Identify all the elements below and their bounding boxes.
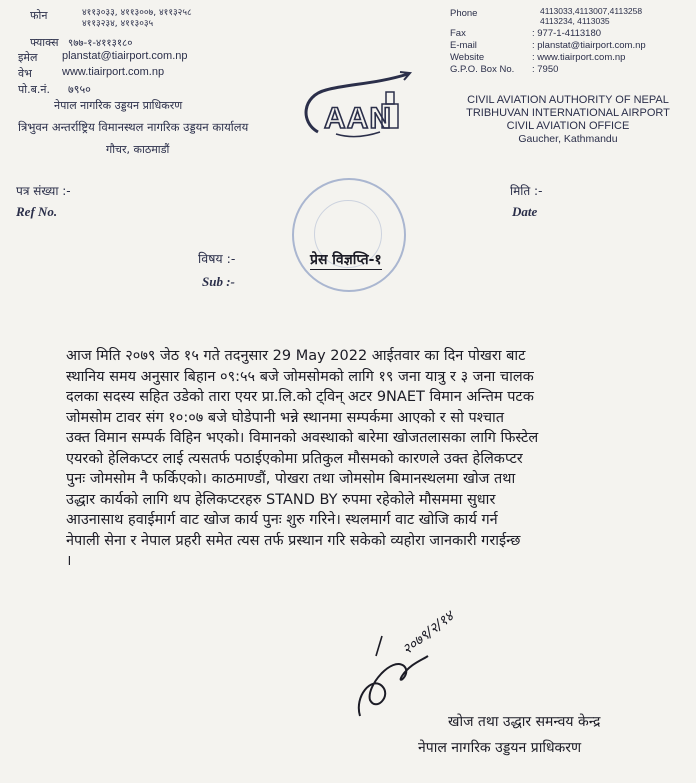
email-label-en: E-mail — [450, 40, 477, 51]
body-line: पुनः जोमसोम नै फर्किएको। काठमाण्डौं, पोखरा तथा जोमसोम बिमानस्थलमा खोज तथा — [66, 471, 516, 487]
ref-label-np: पत्र संख्या :- — [16, 184, 71, 198]
fax-label-en: Fax — [450, 28, 466, 39]
email-label-np: इमेल — [18, 51, 38, 64]
signature-line1: खोज तथा उद्धार समन्वय केन्द्र — [448, 714, 601, 730]
fax-value-en: : 977-1-4113180 — [532, 28, 602, 39]
subject-label-np: विषय :- — [198, 251, 236, 266]
web-label-en: Website — [450, 52, 485, 63]
body-line: आउनासाथ हवाईमार्ग वाट खोज कार्य पुनः शुरु गरिने। स्थलमार्ग वाट खोजि कार्य गर्न — [66, 512, 498, 528]
phone-label-en: Phone — [450, 8, 478, 19]
org-en-block — [440, 94, 696, 146]
pobox-label-en: G.P.O. Box No. — [450, 64, 515, 75]
date-label-en: Date — [512, 204, 538, 219]
subject-label-en: Sub :- — [202, 274, 235, 289]
body-line: नेपाली सेना र नेपाल प्रहरी समेत त्यस तर्फ प्रस्थान गरि सकेको व्यहोरा जानकारी गराईन्छ — [66, 532, 521, 549]
org-en-line3: CIVIL AVIATION OFFICE — [506, 120, 630, 132]
date-label-np: मिति :- — [510, 184, 543, 198]
body-line: स्थानिय समय अनुसार बिहान ०९:५५ बजे जोमसोमको लागि १९ जना यात्रु र ३ जना चालक — [66, 368, 534, 385]
phone-value-en: 4113033,4113007,4113258 4113234, 4113035 — [540, 6, 643, 26]
fax-label-np: फ्याक्स — [30, 36, 59, 49]
pobox-label-np: पो.ब.नं. — [18, 83, 50, 96]
body-line: आज मिति २०७९ जेठ १५ गते तदनुसार 29 May 2022 आईतवार का दिन पोखरा बाट — [66, 348, 526, 364]
caan-logo — [296, 70, 414, 148]
body-line: उक्त विमान सम्पर्क विहिन भएको। विमानको अवस्थाको बारेमा खोजतलासका लागि फिस्टेल — [66, 430, 539, 446]
caan-logo-icon — [296, 70, 414, 148]
phone-value-np: ४११३०३३, ४११३००७, ४११३२५८ ४११३२३४, ४११३०३५ — [82, 8, 192, 29]
org-np-line2: त्रिभुवन अन्तर्राष्ट्रिय विमानस्थल नागरिक उड्डयन कार्यालय — [18, 120, 249, 134]
body-line: । — [66, 553, 72, 569]
body-line: एयरको हेलिकप्टर लाई त्यसतर्फ पठाईएकोमा प्रतिकुल मौसमको कारणले उक्त हेलिकप्टर — [66, 450, 523, 467]
web-value-en: : www.tiairport.com.np — [532, 52, 626, 63]
handwritten-date: २०७९/२/१४ — [399, 608, 457, 659]
body-line: जोमसोम टावर संग १०:०७ बजे घोडेपानी भन्ने स्थानमा सम्पर्कमा आएको र सो पश्चात — [66, 409, 505, 426]
subject-value: प्रेस विज्ञप्ति-१ — [310, 252, 382, 268]
pobox-value-np: ७९५० — [68, 83, 91, 96]
svg-text:AAN: AAN — [324, 102, 392, 135]
email-value-en: : planstat@tiairport.com.np — [532, 40, 646, 51]
body-line: दलका सदस्य सहित उडेको तारा एयर प्रा.लि.को ट्विन् अटर 9NAET विमान अन्तिम पटक — [66, 389, 534, 405]
signature-line2: नेपाल नागरिक उड्डयन प्राधिकरण — [418, 740, 582, 756]
org-np-line1: नेपाल नागरिक उड्डयन प्राधिकरण — [54, 99, 183, 112]
office-stamp — [292, 178, 406, 292]
org-np-line3: गौचर, काठमाडौं — [106, 143, 170, 156]
web-label-np: वेभ — [18, 67, 32, 80]
org-en-line2: TRIBHUVAN INTERNATIONAL AIRPORT — [466, 107, 670, 119]
org-en-line4: Gaucher, Kathmandu — [518, 133, 618, 145]
email-value-np: planstat@tiairport.com.np — [62, 50, 188, 62]
ref-label-en: Ref No. — [16, 204, 58, 219]
org-en-line1: CIVIL AVIATION AUTHORITY OF NEPAL — [467, 94, 669, 106]
body-line: उद्धार कार्यको लागि थप हेलिकप्टरहरु STAND BY रुपमा रहेकोले मौसममा सुधार — [66, 491, 496, 508]
pobox-value-en: : 7950 — [532, 64, 559, 75]
phone-label-np: फोन — [30, 9, 48, 22]
press-release-body — [66, 346, 662, 572]
web-value-np: www.tiairport.com.np — [62, 66, 165, 78]
fax-value-np: ९७७-१-४११३१८० — [68, 38, 133, 49]
